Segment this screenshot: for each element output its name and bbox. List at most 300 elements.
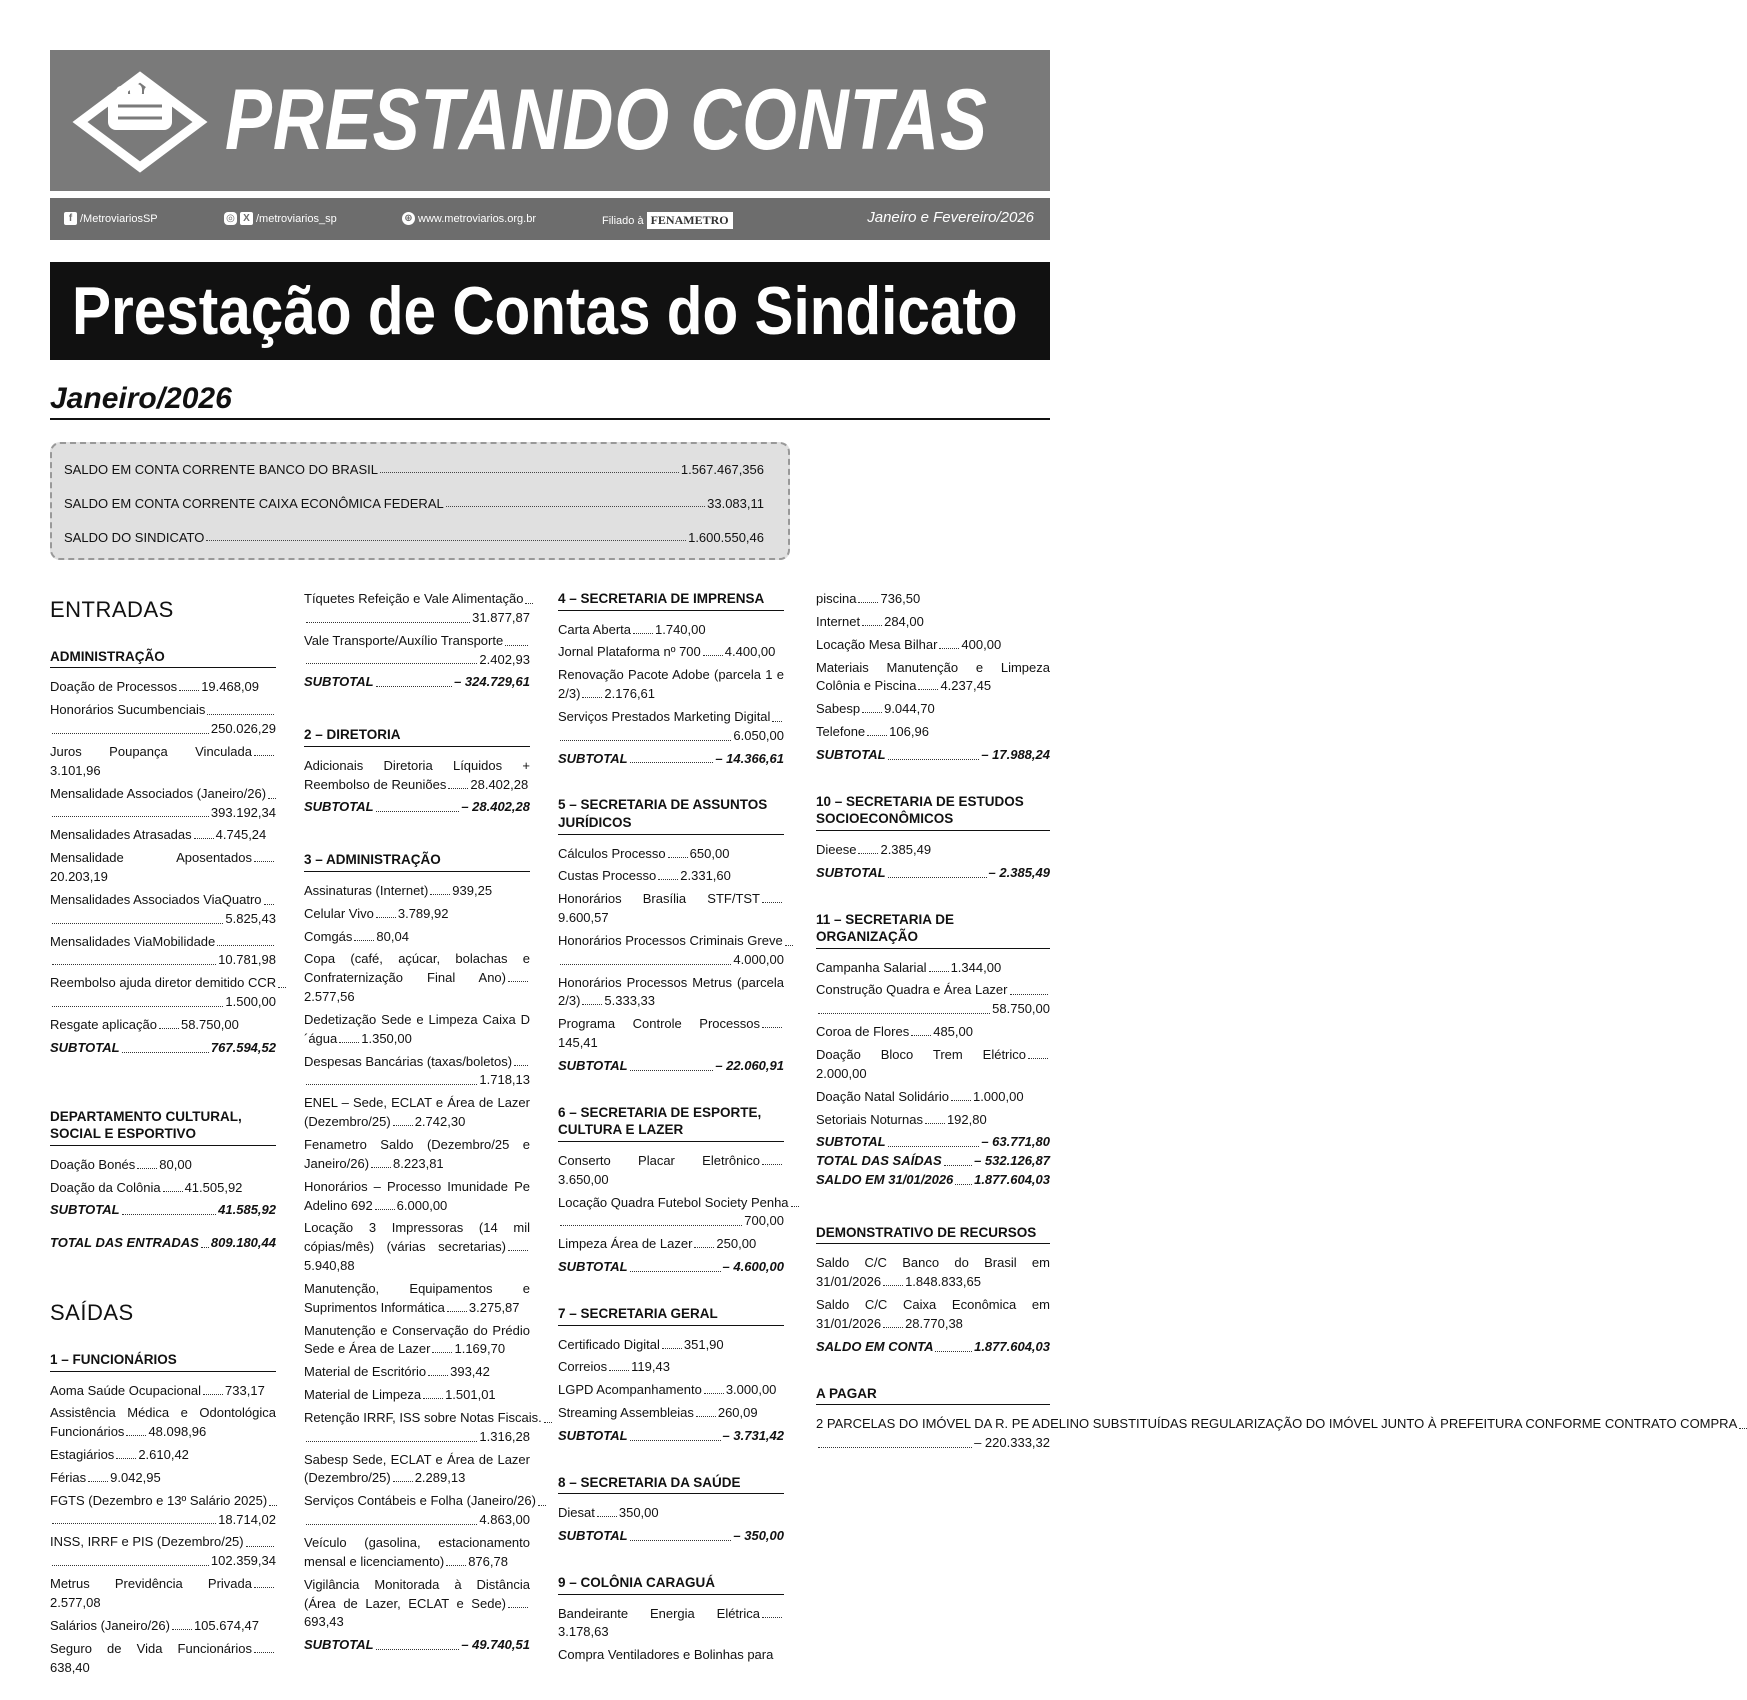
list-item [50,785,276,823]
section-title: 8 – SECRETARIA DA SAÚDE [558,1474,784,1495]
item-label: FGTS (Dezembro e 13º Salário 2025) [50,1492,268,1508]
item-label: Streaming Assembleias [558,1405,694,1421]
item-label: Vale Transporte/Auxílio Transporte [304,632,504,648]
item-text: Compra Ventiladores e Bolinhas para [558,1647,774,1663]
item-label: Manutenção, Equipamentos e Suprimentos Informática [304,1280,530,1315]
x-icon: X [240,212,253,225]
item-value: 393,42 [450,1364,490,1380]
item-label: Copa (café, açúcar, bolachas e Confraternização Final Ano) [304,951,530,986]
column-3 [558,590,789,1665]
item-label: Férias [50,1469,87,1485]
item-value: 393.192,34 [210,804,276,820]
section-title: 4 – SECRETARIA DE IMPRENSA [558,590,784,611]
subtotal-row: SUBTOTAL 41.585,92 [50,1202,276,1218]
item-value: 58.750,00 [180,1016,239,1032]
item-label: Material de Limpeza [304,1387,422,1403]
list-item [50,974,276,1012]
item-value: 4.000,00 [733,951,784,967]
item-list [558,845,784,1053]
item-value: 4.237,45 [940,678,992,694]
list-item [50,1382,276,1401]
section-title: 9 – COLÔNIA CARAGUÁ [558,1574,784,1595]
item-value: 400,00 [961,636,1002,652]
item-label: Doação Bonés [50,1156,136,1172]
section-title: 10 – SECRETARIA DE ESTUDOS SOCIOECONÔMICOS [816,793,1050,831]
item-label: Honorários Processos Metrus (parcela 2/3) [558,974,784,1009]
item-label: Custas Processo [558,868,657,884]
item-value: 6.050,00 [733,727,784,743]
item-value: 9.600,57 [558,910,609,926]
list-item [558,1235,784,1254]
item-label: Doação Bloco Trem Elétrico [816,1047,1026,1062]
month-title: Janeiro/2026 [50,382,232,415]
item-label: Fenametro Saldo (Dezembro/25 e Janeiro/26) [304,1136,530,1171]
item-label: piscina [816,591,857,606]
list-item [816,723,1050,742]
list-item [50,891,276,929]
item-label: Doação da Colônia [50,1179,161,1195]
item-label: Setoriais Noturnas [816,1111,923,1127]
item-value: 3.101,96 [50,762,101,778]
item-label: Cálculos Processo [558,845,666,861]
list-item [304,1492,536,1530]
item-label: Diesat [558,1505,595,1521]
list-item [558,1605,784,1643]
list-item [816,636,1050,655]
item-list [816,590,1050,742]
total-entradas-row: TOTAL DAS ENTRADAS 809.180,44 [50,1235,276,1251]
item-value: 1.718,13 [479,1072,530,1088]
list-item [558,666,784,704]
item-label: Materiais Manutenção e Limpeza Colônia e Piscina [816,659,1050,694]
item-value: 41.505,92 [184,1179,243,1195]
list-item [816,659,1050,697]
item-label: Jornal Plataforma nº 700 [558,644,701,660]
item-value: 80,00 [159,1156,192,1172]
item-label: Honorários Brasília STF/TST [558,891,760,907]
item-label: Programa Controle Processos [558,1016,760,1032]
list-item [50,1469,276,1488]
subtotal-row: SUBTOTAL – 63.771,80 [816,1134,1050,1150]
instagram-icon: ◎ [224,212,237,225]
item-value: 5.333,33 [604,993,656,1009]
item-label: Metrus Previdência Privada [50,1576,252,1592]
list-item [50,1492,276,1530]
item-list [304,882,542,1632]
list-item [558,932,784,970]
item-value: 19.468,09 [201,679,260,695]
masthead-banner [50,50,1050,191]
item-label: Seguro de Vida Funcionários [50,1640,252,1656]
list-item [816,1296,1050,1334]
item-value: 80,04 [376,928,409,944]
balance-row: SALDO DO SINDICATO 1.600.550,46 [64,530,764,545]
item-value: 2.000,00 [816,1065,867,1081]
item-list [558,1336,784,1423]
list-item [816,1415,1738,1453]
affiliation: Filiado à FENAMETRO [602,212,733,229]
list-item [558,1152,784,1190]
list-item [816,700,1050,719]
subtotal-row: SUBTOTAL – 28.402,28 [304,799,530,815]
section-title: 11 – SECRETARIA DE ORGANIZAÇÃO [816,911,1050,949]
item-value: 4.745,24 [215,827,267,843]
list-item [816,1111,1050,1130]
item-label: Adicionais Diretoria Líquidos + Reembolso de Reuniões [304,757,530,792]
item-label: Dedetização Sede e Limpeza Caixa D´água [304,1011,530,1046]
list-item [50,1617,276,1636]
list-item [50,1533,276,1571]
list-item [50,701,276,739]
subtotal-row: SUBTOTAL – 3.731,42 [558,1427,784,1443]
list-item [304,1576,530,1633]
item-label: INSS, IRRF e PIS (Dezembro/25) [50,1534,244,1550]
item-value: 2.331,60 [680,868,731,884]
item-label: Estagiários [50,1447,115,1463]
list-item [558,708,784,746]
item-label: Juros Poupança Vinculada [50,743,252,759]
item-value: 250,00 [716,1236,757,1252]
list-item [816,959,1050,978]
item-label: Conserto Placar Eletrônico [558,1152,760,1168]
section-title: 3 – ADMINISTRAÇÃO [304,851,530,872]
list-item [816,1023,1050,1042]
section-title: 2 – DIRETORIA [304,726,530,747]
list-item [50,933,276,971]
item-value: 28.402,28 [470,776,529,792]
subtotal-row: SALDO EM CONTA 1.877.604,03 [816,1338,1050,1354]
item-list [558,1605,784,1643]
subtotal-row: SUBTOTAL – 350,00 [558,1528,784,1544]
item-label: Campanha Salarial [816,959,927,975]
item-value: 2.402,93 [479,651,530,667]
list-item [816,613,1050,632]
item-value: 2.577,56 [304,989,355,1005]
item-list [304,590,530,669]
list-item [304,1094,530,1132]
item-value: 2.742,30 [414,1114,466,1130]
list-item [50,1640,276,1678]
item-list [50,1382,276,1678]
item-value: 350,00 [618,1505,659,1521]
item-value: 10.781,98 [218,952,276,968]
item-value: 2.610,42 [138,1447,189,1463]
saidas-heading: SAÍDAS [50,1300,134,1326]
item-label: Certificado Digital [558,1336,660,1352]
fenametro-logo: FENAMETRO [647,212,733,229]
section-title: 1 – FUNCIONÁRIOS [50,1351,276,1372]
section-title: 6 – SECRETARIA DE ESPORTE, CULTURA E LAZER [558,1104,784,1142]
item-list [50,678,276,1034]
list-item [304,905,530,924]
item-label: Vigilância Monitorada à Distância (Área de Lazer, ECLAT e Sede) [304,1576,530,1611]
list-item [558,621,784,640]
item-list [558,1504,784,1523]
item-value: 1.350,00 [361,1030,412,1046]
item-value: 1.500,00 [225,994,276,1010]
list-item [304,1534,530,1572]
list-item [50,743,276,781]
item-label: Mensalidades ViaMobilidade [50,933,216,949]
item-value: 106,96 [889,724,929,740]
list-item [558,1336,784,1355]
list-item [558,1194,789,1232]
item-value: 351,90 [683,1336,724,1352]
list-item [558,1404,784,1423]
item-value: 650,00 [689,845,730,861]
item-label: Locação Mesa Bilhar [816,636,938,652]
subtotal-row: SUBTOTAL – 22.060,91 [558,1057,784,1073]
total-saidas-row: TOTAL DAS SAÍDAS – 532.126,87 [816,1153,1050,1169]
item-label: Locação 3 Impressoras (14 mil cópias/mês) (várias secretarias) [304,1220,530,1255]
entradas-heading: ENTRADAS [50,597,174,622]
item-list [816,841,1050,860]
item-label: Comgás [304,928,353,944]
info-strip [50,198,1050,240]
item-value: 2.577,08 [50,1594,101,1610]
item-label: Honorários – Processo Imunidade Pe Adelino 692 [304,1178,530,1213]
list-item [816,841,1050,860]
item-label: Serviços Prestados Marketing Digital [558,708,771,724]
item-value: 48.098,96 [148,1424,207,1440]
item-value: 876,78 [468,1553,508,1569]
item-label: Manutenção e Conservação do Prédio Sede e Área de Lazer [304,1322,530,1357]
item-label: Sabesp Sede, ECLAT e Área de Lazer (Dezembro/25) [304,1451,530,1486]
section-title: ADMINISTRAÇÃO [50,648,276,669]
item-label: Doação de Processos [50,679,178,695]
list-item [304,1178,530,1216]
item-value: 1.740,00 [655,621,706,637]
subtotal-row: SUBTOTAL – 324.729,61 [304,674,530,690]
list-item [558,974,784,1012]
item-label: Carta Aberta [558,621,631,637]
item-value: 736,50 [880,591,921,606]
item-label: Assistência Médica e Odontológica Funcionários [50,1405,276,1440]
item-list [816,1254,1050,1333]
column-1 [50,590,276,1681]
item-value: 2.385,49 [880,841,932,857]
item-label: Renovação Pacote Adobe (parcela 1 e 2/3) [558,667,784,702]
list-item [304,1053,530,1091]
item-value: 20.203,19 [50,869,108,885]
list-item [304,1409,542,1447]
list-item [304,757,530,795]
item-value: 4.400,00 [724,644,776,660]
item-value: 284,00 [884,613,924,629]
item-label: Serviços Contábeis e Folha (Janeiro/26) [304,1493,536,1509]
item-label: Mensalidade Aposentados [50,850,252,866]
item-list [304,757,530,795]
item-label: Sabesp [816,701,861,717]
item-label: Internet [816,613,861,629]
item-value: 3.789,92 [397,905,449,921]
item-label: Assinaturas (Internet) [304,882,429,898]
list-item [558,1358,784,1377]
item-label: LGPD Acompanhamento [558,1382,702,1398]
list-item [304,632,530,670]
website-link[interactable]: ⊕ www.metroviarios.org.br [402,212,536,225]
item-list [558,621,784,746]
item-label: Despesas Bancárias (taxas/boletos) [304,1053,513,1069]
subtotal-row: SUBTOTAL – 2.385,49 [816,864,1050,880]
list-item [816,1046,1050,1084]
section-title: 7 – SECRETARIA GERAL [558,1305,784,1326]
page-headline: Prestação de Contas do Sindicato [50,262,1050,360]
item-value: 3.275,87 [468,1299,520,1315]
list-item [50,826,276,845]
list-item [304,1219,530,1276]
item-value: 1.000,00 [972,1088,1024,1104]
list-item [304,1322,530,1360]
item-value: 1.501,01 [445,1387,496,1403]
list-item [558,890,784,928]
section-title: DEMONSTRATIVO DE RECURSOS [816,1224,1050,1245]
item-value: 5.825,43 [225,910,276,926]
item-value: 18.714,02 [218,1511,276,1527]
item-label: Resgate aplicação [50,1016,157,1032]
balance-row: SALDO EM CONTA CORRENTE BANCO DO BRASIL 1.567.467,356 [64,462,764,477]
item-value: 1.848.833,65 [905,1274,981,1290]
list-item [50,678,276,697]
section-title: DEPARTAMENTO CULTURAL, SOCIAL E ESPORTIVO [50,1108,276,1146]
item-value: 2.289,13 [414,1470,466,1486]
item-label: Honorários Sucumbenciais [50,702,206,718]
item-value: 939,25 [452,882,493,898]
subtotal-row: SUBTOTAL – 14.366,61 [558,750,784,766]
item-value: 700,00 [744,1213,784,1229]
item-label: Mensalidades Associados ViaQuatro [50,891,262,907]
edition-date: Janeiro e Fevereiro/2026 [867,209,1034,226]
item-value: 8.223,81 [393,1155,444,1171]
month-divider [50,418,1050,420]
item-value: 3.000,00 [725,1382,777,1398]
item-label: Bandeirante Energia Elétrica [558,1605,760,1621]
list-item [558,1504,784,1523]
item-label: Doação Natal Solidário [816,1088,949,1104]
item-value: 6.000,00 [396,1197,448,1213]
balance-summary-box [50,442,790,560]
item-value: 260,09 [717,1405,758,1421]
item-value: 250.026,29 [210,721,276,737]
item-label: Correios [558,1359,608,1375]
item-value: 31.877,87 [472,609,530,625]
item-list [50,1156,276,1198]
saldo-final-row: SALDO EM 31/01/2026 1.877.604,03 [816,1172,1050,1188]
item-value: 3.178,63 [558,1624,609,1640]
list-item [50,1404,276,1442]
item-label: Veículo (gasolina, estacionamento mensal e licenciamento) [304,1535,530,1569]
item-label: Celular Vivo [304,905,374,921]
list-item [304,882,530,901]
list-item [816,1088,1050,1107]
list-item [50,1156,276,1175]
item-value: 2.176,61 [604,686,656,702]
item-label: Telefone [816,724,866,740]
item-label: Tíquetes Refeição e Vale Alimentação [304,591,524,606]
item-value: 733,17 [225,1382,265,1398]
item-value: 145,41 [558,1035,598,1051]
subtotal-row: SUBTOTAL – 49.740,51 [304,1637,530,1653]
item-value: 5.940,88 [304,1258,355,1274]
item-list [816,959,1050,1130]
item-list [816,1415,1738,1453]
list-item [50,1575,276,1613]
item-label: Retenção IRRF, ISS sobre Notas Fiscais. [304,1409,542,1425]
list-item [816,1254,1050,1292]
item-label: ENEL – Sede, ECLAT e Área de Lazer (Dezembro/25) [304,1095,530,1130]
section-title: 5 – SECRETARIA DE ASSUNTOS JURÍDICOS [558,796,784,834]
column-4 [816,590,1738,1457]
item-label: Reembolso ajuda diretor demitido CCR [50,975,277,991]
item-value: 102.359,34 [210,1553,276,1569]
list-item [304,1280,530,1318]
list-item [50,849,276,887]
item-value: 105.674,47 [193,1617,260,1633]
item-value: – 220.333,32 [974,1435,1050,1451]
list-item [304,1136,530,1174]
list-item [558,1015,784,1053]
list-item [50,1446,276,1465]
list-item [50,1179,276,1198]
column-2 [304,590,542,1655]
facebook-icon: f [64,212,77,225]
item-value: 1.344,00 [950,959,1002,975]
item-label: Coroa de Flores [816,1024,910,1040]
item-label: Saldo C/C Banco do Brasil em 31/01/2026 [816,1255,1050,1290]
list-item [304,1386,530,1405]
item-label: Material de Escritório [304,1364,427,1380]
item-value: 1.169,70 [454,1341,506,1357]
item-value: 192,80 [946,1111,987,1127]
item-value: 693,43 [304,1614,344,1630]
subtotal-row: SUBTOTAL – 17.988,24 [816,746,1050,762]
item-value: 485,00 [933,1024,973,1040]
facebook-link[interactable]: f /MetroviariosSP [64,212,158,225]
list-item [304,1011,530,1049]
balance-row: SALDO EM CONTA CORRENTE CAIXA ECONÔMICA FEDERAL 33.083,11 [64,496,764,511]
item-label: Mensalidades Atrasadas [50,827,192,843]
item-value: 28.770,38 [905,1315,963,1331]
item-value: 638,40 [50,1659,90,1675]
list-item [558,1381,784,1400]
item-label: Limpeza Área de Lazer [558,1236,693,1252]
item-label: Dieese [816,841,857,857]
item-value: 3.650,00 [558,1171,609,1187]
item-label: Mensalidade Associados (Janeiro/26) [50,785,267,801]
subtotal-row: SUBTOTAL – 4.600,00 [558,1259,784,1275]
union-fist-logo-icon [70,72,210,172]
item-label: Honorários Processos Criminais Greve [558,932,783,948]
list-item [304,928,530,947]
item-label: 2 PARCELAS DO IMÓVEL DA R. PE ADELINO SUBSTITUÍDAS REGULARIZAÇÃO DO IMÓVEL JUNTO À PREFEITURA CONFORME CONTRATO COMPRA [816,1416,1738,1432]
item-label: Saldo C/C Caixa Econômica em 31/01/2026 [816,1297,1050,1331]
list-item [558,867,784,886]
list-item [816,981,1050,1019]
list-item [558,643,784,662]
item-value: 1.316,28 [479,1428,530,1444]
item-value: 119,43 [631,1359,670,1375]
section-title: A PAGAR [816,1385,1050,1406]
list-item [558,845,784,864]
item-label: Locação Quadra Futebol Society Penha [558,1194,789,1210]
globe-icon: ⊕ [402,212,415,225]
subtotal-row: SUBTOTAL 767.594,52 [50,1039,276,1055]
item-list [558,1152,789,1254]
item-label: Aoma Saúde Ocupacional [50,1382,202,1398]
masthead-title: PRESTANDO CONTAS [225,72,988,168]
list-item [50,1016,276,1035]
social-link[interactable]: ◎ X /metroviarios_sp [224,212,337,225]
